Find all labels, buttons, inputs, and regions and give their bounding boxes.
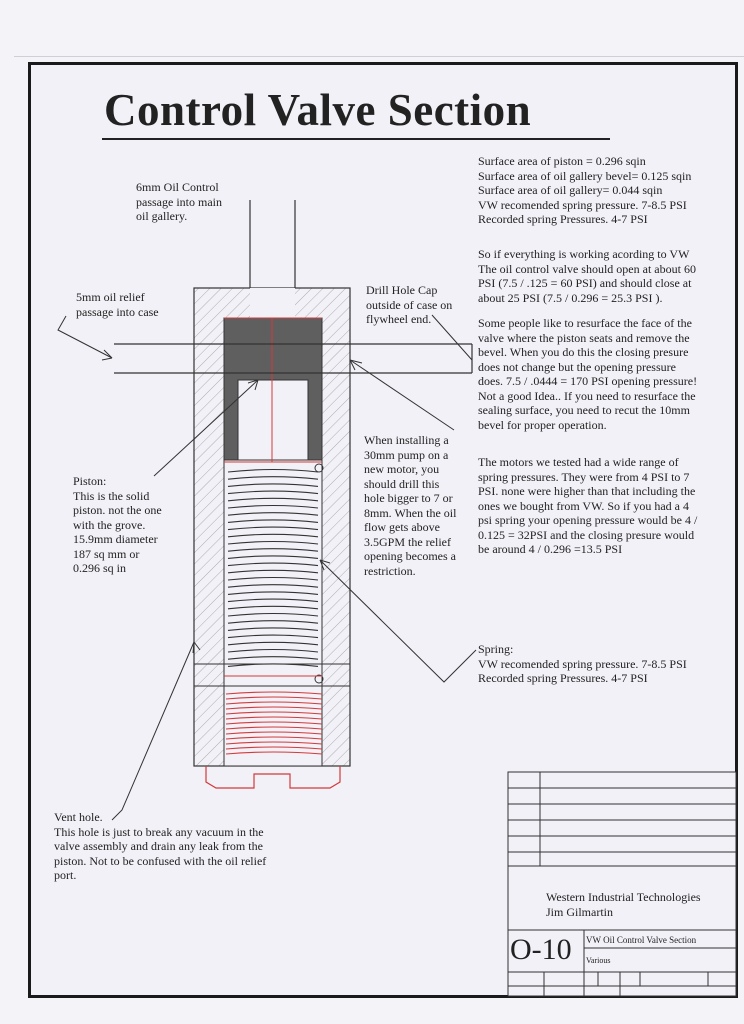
text-line: 0.296 sq in: [73, 561, 127, 575]
piston: [224, 318, 322, 462]
text-line: Surface area of oil gallery= 0.044 sqin: [478, 183, 663, 197]
text-line: The motors we tested had a wide range of: [478, 455, 679, 469]
oil-control-passage: [250, 200, 295, 288]
text-line: 30mm pump on a: [364, 447, 449, 462]
text-line: hole bigger to 7 or: [364, 491, 453, 505]
text-line: bevel for proper operation.: [478, 417, 607, 432]
text-line: When installing a: [364, 433, 449, 447]
text-line: Not a good Idea.. If you need to resurface the: [478, 388, 696, 403]
text-line: 0.125 = 32PSI and the closing presure would: [478, 527, 695, 542]
page-title: Control Valve Section: [104, 85, 532, 135]
text-line: 8mm. When the oil: [364, 505, 457, 520]
text-line: valve assembly and drain any leak from the: [54, 839, 263, 853]
text-line: This is the solid: [73, 488, 150, 503]
text-line: PSI (7.5 / .125 = 60 PSI) and should close at: [478, 276, 692, 290]
text-line: 3.5GPM the relief: [364, 534, 451, 549]
text-line: new motor, you: [364, 462, 440, 476]
text-line: Surface area of piston = 0.296 sqin: [478, 154, 646, 168]
text-line: So if everything is working acording to VW: [478, 247, 690, 261]
text-line: should drill this: [364, 476, 440, 491]
material: Various: [586, 956, 611, 965]
text-line: port.: [54, 868, 77, 882]
text-line: flywheel end.: [366, 312, 432, 326]
text-line: Piston:: [73, 474, 107, 488]
text-line: spring pressures. They were from 4 PSI to 7: [478, 469, 690, 484]
text-line: ones we bought from VW. So if you had a 4: [478, 498, 689, 513]
text-line: valve where the piston seats and remove the: [478, 330, 690, 345]
drawing-number: O-10: [510, 933, 572, 966]
text-line: Vent hole.: [54, 810, 103, 824]
text-line: passage into case: [76, 304, 159, 319]
text-line: This hole is just to break any vacuum in the: [54, 824, 264, 839]
text-line: does not change but the opening pressure: [478, 359, 676, 374]
text-line: piston. not the one: [73, 503, 162, 517]
drawing-title: VW Oil Control Valve Section: [586, 935, 697, 945]
install-note-leader: [350, 360, 454, 430]
relief-passage-leader: [58, 316, 112, 358]
text-line: Drill Hole Cap: [366, 283, 438, 297]
text-line: Recorded spring Pressures. 4-7 PSI: [478, 212, 648, 226]
text-line: about 25 PSI (7.5 / 0.296 = 25.3 PSI ).: [478, 290, 663, 305]
text-line: 15.9mm diameter: [73, 532, 158, 546]
text-line: 6mm Oil Control: [136, 180, 219, 194]
author-name: Jim Gilmartin: [546, 905, 613, 919]
text-line: opening becomes a: [364, 549, 456, 563]
text-line: Recorded spring Pressures. 4-7 PSI: [478, 671, 648, 685]
text-line: with the grove.: [73, 517, 146, 532]
text-line: does. 7.5 / .0444 = 170 PSI opening pressure!: [478, 374, 698, 388]
text-line: be around 4 / 0.296 =13.5 PSI: [478, 542, 623, 556]
text-line: The oil control valve should open at about 60: [478, 261, 696, 276]
text-line: restriction.: [364, 563, 416, 578]
company-name: Western Industrial Technologies: [546, 890, 701, 904]
text-line: VW recomended spring pressure. 7-8.5 PSI: [478, 656, 687, 671]
text-line: outside of case on: [366, 297, 453, 312]
text-line: 187 sq mm or: [73, 546, 140, 561]
text-line: flow gets above: [364, 520, 440, 534]
text-line: sealing surface, you need to recut the 10mm: [478, 403, 690, 417]
text-line: psi spring your opening pressure would be 4 /: [478, 513, 698, 527]
vent-hole-leader: [112, 642, 194, 820]
text-line: oil gallery.: [136, 209, 188, 223]
text-line: Some people like to resurface the face of the: [478, 316, 692, 330]
text-line: Surface area of oil gallery bevel= 0.125 sqin: [478, 168, 692, 183]
text-line: bevel. When you do this the closing presure: [478, 345, 689, 359]
text-line: Spring:: [478, 642, 514, 656]
text-line: passage into main: [136, 194, 222, 209]
drill-cap-leader: [432, 315, 472, 360]
text-line: piston. Not to be confused with the oil relief: [54, 853, 267, 868]
text-line: PSI. none were higher than that including the: [478, 484, 696, 498]
text-line: VW recomended spring pressure. 7-8.5 PSI: [478, 197, 687, 212]
text-line: 5mm oil relief: [76, 290, 145, 304]
